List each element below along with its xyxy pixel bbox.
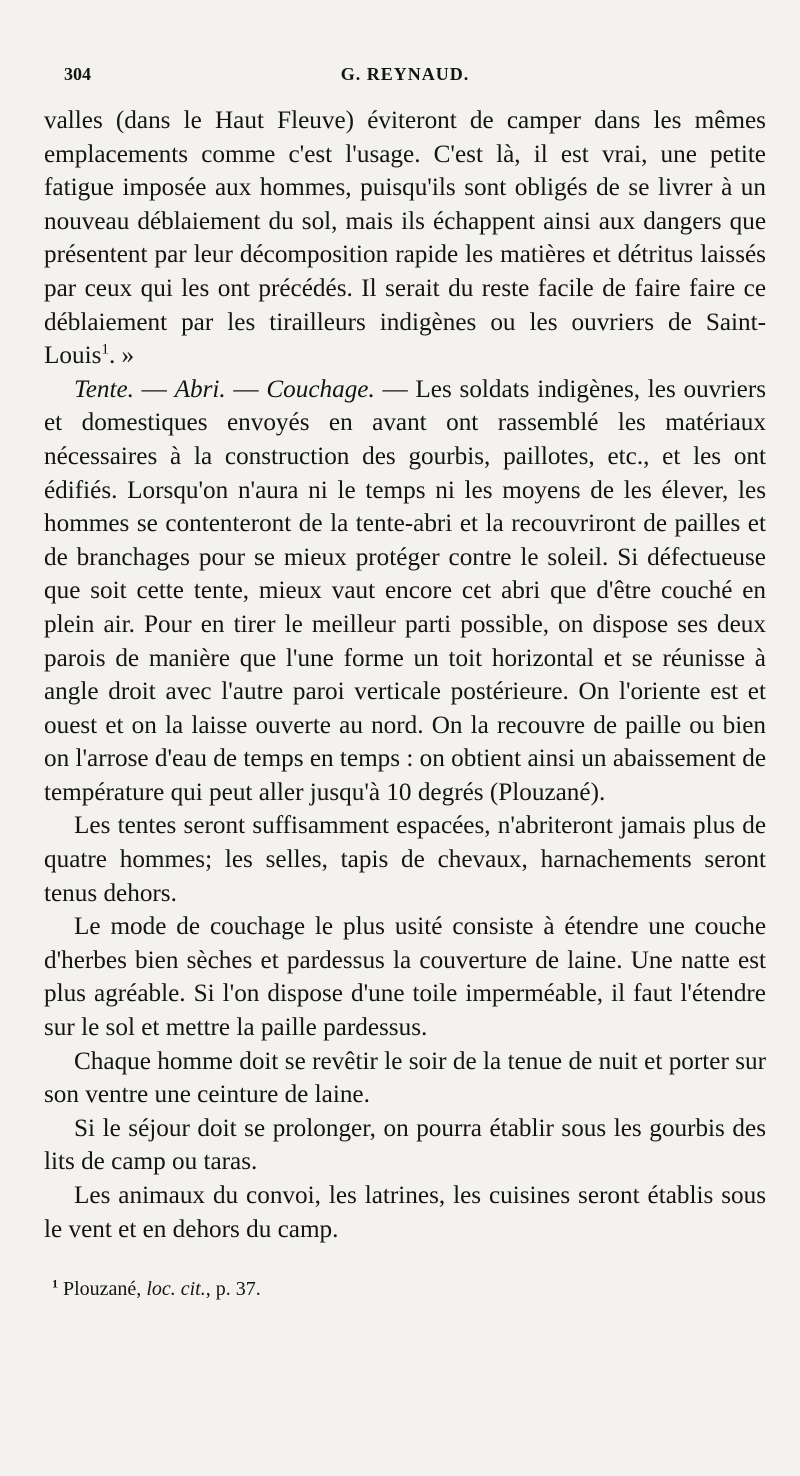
paragraph-tente xyxy=(44,373,766,810)
paragraph-text: — Les soldats indigènes, les ouvriers et domestiques envoyés en avant ont rassemblé les matériaux nécessaires à la construction des gourbis, paillotes, etc., et les ont édifiés. Lorsqu'on n'aura ni le temps ni les moyens de les élever, les hommes se contenteront de la tente-abri et la recouvriront de pailles et de branchages pour se mieux protéger contre le soleil. Si défectueuse que soit cette tente, mieux vaut encore cet abri que d'être couché en plein air. Pour en tirer le meilleur parti possible, on dispose ses deux parois de manière que l'une forme un toit horizontal et se réunisse à angle droit avec l'autre paroi verticale postérieure. On l'oriente est et ouest et on la laisse ouverte au nord. On la recouvre de paille ou bien on l'arrose d'eau de temps en temps : on obtient ainsi un abaissement de température qui peut aller jusqu'à 10 degrés (Plouzané). xyxy=(44,375,767,806)
paragraph-end: . » xyxy=(108,342,135,370)
footnote-mark: 1 xyxy=(52,1276,58,1291)
subhead-abri: Abri. xyxy=(174,375,226,403)
paragraph-text: valles (dans le Haut Fleuve) éviteront de camper dans les mêmes emplacements comme c'est l'usage. C'est là, il est vrai, une petite fatigue imposée aux hommes, puisqu'ils sont obligés de se livrer à un nouveau déblaiement du sol, mais ils échappent ainsi aux dangers que présentent par leur décomposition rapide les matières et détritus laissés par ceux qui les ont précédés. Il serait du reste facile de faire faire ce déblaiement par les tirailleurs indigènes ou les ouvriers de Saint-Louis xyxy=(44,107,766,370)
dash: — xyxy=(225,375,267,403)
dash: — xyxy=(133,375,175,403)
running-title: G. REYNAUD. xyxy=(340,64,470,84)
paragraph-sejour: Si le séjour doit se prolonger, on pourra établir sous les gourbis des lits de camp ou taras. xyxy=(44,1114,766,1176)
paragraph-tentes: Les tentes seront suffisamment espacées, n'abriteront jamais plus de quatre hommes; les selles, tapis de chevaux, harnachements seront tenus dehors. xyxy=(44,812,766,907)
subhead-tente: Tente. xyxy=(74,375,134,403)
footnote-reference: 1 xyxy=(101,341,109,358)
running-head xyxy=(44,64,766,104)
footnote-ref: loc. cit. xyxy=(146,1278,206,1301)
subhead-couchage: Couchage. xyxy=(266,375,375,403)
page-number: 304 xyxy=(64,64,91,84)
paragraph-animaux: Les animaux du convoi, les latrines, les cuisines seront établis sous le vent et en dehors du camp. xyxy=(44,1182,766,1243)
body-text xyxy=(44,104,766,1246)
paragraph-couchage: Le mode de couchage le plus usité consiste à étendre une couche d'herbes bien sèches et pardessus la couverture de laine. Une natte est plus agréable. Si l'on dispose d'une toile imperméable, il faut l'étendre sur le sol et mettre la paille pardessus. xyxy=(44,913,766,1042)
footnote xyxy=(44,1276,766,1302)
paragraph-tenue-nuit: Chaque homme doit se revêtir le soir de la tenue de nuit et porter sur son ventre une ceinture de laine. xyxy=(44,1047,766,1109)
footnote-page: , p. 37. xyxy=(205,1278,261,1301)
paragraph-continued xyxy=(44,104,766,373)
footnote-author: Plouzané, xyxy=(63,1278,147,1301)
